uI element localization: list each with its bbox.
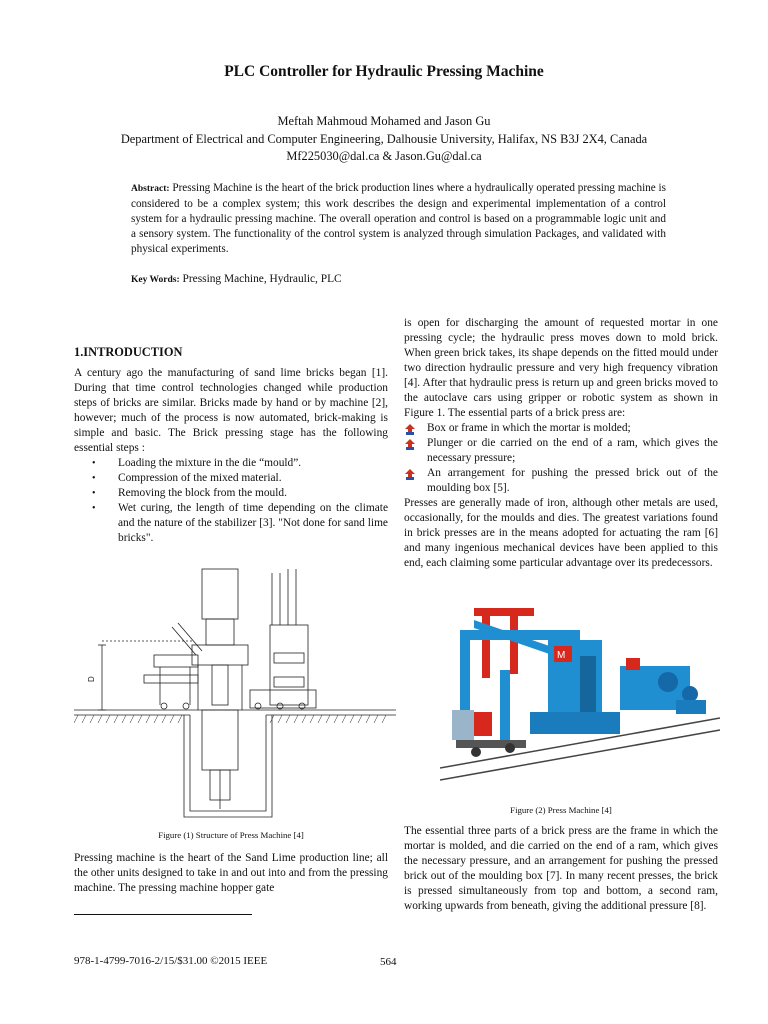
bullet-icon: •: [92, 503, 96, 514]
pressing-steps-list: [74, 456, 388, 546]
author-emails: Mf225030@dal.ca & Jason.Gu@dal.ca: [286, 149, 482, 163]
press-machine-illustration: [440, 600, 720, 800]
keywords: [131, 273, 666, 285]
list-item: [74, 501, 388, 546]
keywords-label: Key Words:: [131, 275, 180, 285]
dimension-label: D: [87, 676, 96, 682]
abstract-text: Pressing Machine is the heart of the brick production lines where a hydraulically operated pressing machine is considered to be a complex system; this work describes the design and experimental implementation of a control system for a hydraulic pressing machine. The overall operation and control is based on a programmable logic unit and a sensory system. The functionality of the control system is analyzed through simulation Packages, and validated with physical experiments.: [131, 182, 667, 255]
bullet-icon: •: [92, 458, 96, 469]
figure-1-caption: Figure (1) Structure of Press Machine [4]: [158, 830, 304, 840]
section-heading-introduction: 1.INTRODUCTION: [74, 345, 183, 359]
right-column-text: [404, 316, 718, 571]
list-item-text: Compression of the mixed material.: [118, 472, 282, 484]
list-item-text: Removing the block from the mould.: [118, 487, 287, 499]
list-item: [404, 466, 718, 496]
page-number: 564: [380, 956, 397, 968]
paragraph: Presses are generally made of iron, although other metals are used, occasionally, for the moulds and dies. The greatest variations found in brick presses are in the means adopted for actuating the ram [6] and many ingenious mechanical devices have been applied to this end, each claiming some particular advantage over its predecessors.: [404, 497, 718, 569]
figure-2-caption: Figure (2) Press Machine [4]: [510, 805, 612, 815]
list-item: [404, 421, 718, 436]
bullet-icon: •: [92, 473, 96, 484]
press-logo: M: [557, 650, 566, 661]
list-item: [74, 486, 388, 501]
arrow-bullet-icon: [404, 423, 416, 435]
list-item: [74, 456, 388, 471]
list-item-text: Plunger or die carried on the end of a ram, which gives the necessary pressure;: [427, 437, 718, 464]
list-item-text: Wet curing, the length of time depending on the climate and the nature of the stabilizer [3]. "Not done for sand lime bricks".: [118, 502, 388, 544]
press-machine-structure-drawing: [74, 565, 396, 820]
keywords-text: Pressing Machine, Hydraulic, PLC: [182, 273, 342, 285]
paragraph: The essential three parts of a brick press are the frame in which the mortar is molded, and die carried on the end of a ram, which gives the necessary pressure, and an arrangement for pushing the pressed brick out of the moulding box [7]. In many recent presses, the brick is pressed simultaneously from top and bottom, a second ram, working upwards from beneath, giving the additional pressure [8].: [404, 825, 718, 912]
list-item-text: Box or frame in which the mortar is molded;: [427, 422, 631, 434]
affiliation: Department of Electrical and Computer Engineering, Dalhousie University, Halifax, NS B3J 2X4, Canada: [120, 132, 648, 146]
authors: Meftah Mahmoud Mohamed and Jason Gu: [277, 114, 491, 128]
arrow-bullet-icon: [404, 468, 416, 480]
list-item-text: Loading the mixture in the die “mould”.: [118, 457, 302, 469]
footnote-divider: [74, 914, 252, 915]
paragraph: is open for discharging the amount of requested mortar in one pressing cycle; the hydraulic press moves down to mold brick. When green brick takes, its shape depends on the fitted mould under two direction hydraulic pressure and very high frequency vibration [4]. After that hydraulic press is return up and green bricks moved to the autoclave cars using gripper or robotic system as shown in Figure 1. The essential parts of a brick press are:: [404, 317, 718, 419]
arrow-bullet-icon: [404, 438, 416, 450]
bullet-icon: •: [92, 488, 96, 499]
intro-paragraph-text: A century ago the manufacturing of sand lime bricks began [1]. During that time control technologies changed while production steps of bricks are similar. Bricks made by hand or by machine [2], however; much of the process is now automated, brick-making is simple and basic. The Brick pressing stage has the following essential steps :: [74, 367, 388, 454]
list-item: [404, 436, 718, 466]
paper-title: PLC Controller for Hydraulic Pressing Machine: [224, 63, 544, 80]
intro-paragraph: [74, 366, 388, 546]
brick-press-parts-list: [404, 421, 718, 496]
isbn-footer: 978-1-4799-7016-2/15/$31.00 ©2015 IEEE: [74, 955, 268, 967]
list-item: [74, 471, 388, 486]
abstract-label: Abstract:: [131, 184, 170, 194]
abstract: [131, 181, 666, 257]
intro-paragraph-2: Pressing machine is the heart of the Sand Lime production line; all the other units designed to take in and out into and from the pressing machine. The pressing machine hopper gate: [74, 852, 388, 894]
list-item-text: An arrangement for pushing the pressed brick out of the moulding box [5].: [427, 467, 718, 494]
